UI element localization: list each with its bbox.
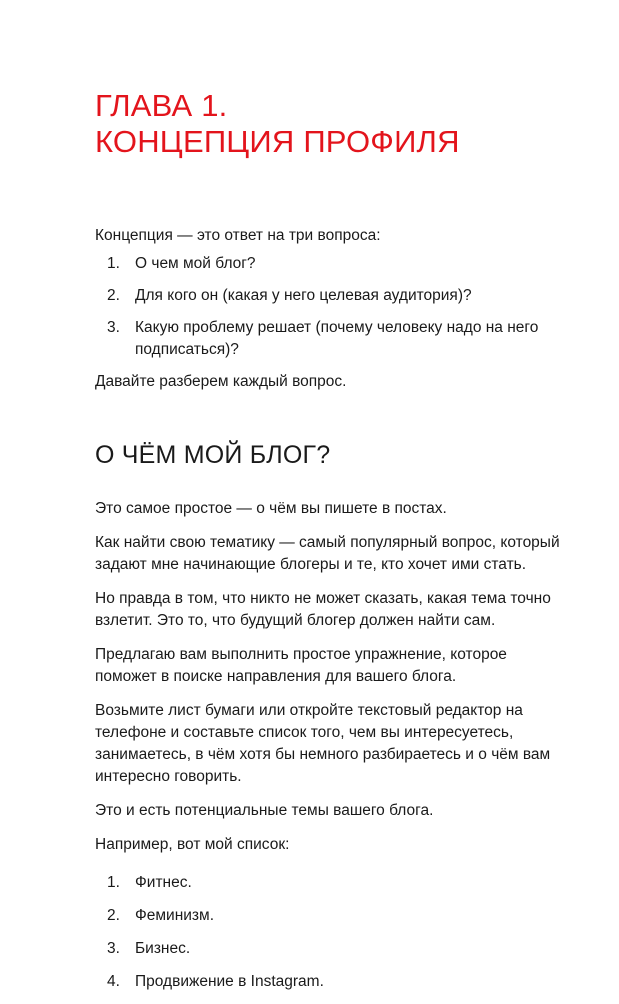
list-item-text: Продвижение в Instagram.	[135, 973, 324, 990]
list-item	[95, 938, 565, 960]
intro-block	[95, 225, 565, 393]
intro-lead: Концепция — это ответ на три вопроса:	[95, 227, 381, 244]
chapter-title	[95, 88, 565, 160]
list-item-text: Бизнес.	[135, 940, 191, 957]
list-item-number: 1.	[107, 255, 120, 272]
chapter-number: ГЛАВА 1.	[95, 88, 228, 123]
list-item-number: 1.	[107, 874, 120, 891]
paragraph: Например, вот мой список:	[95, 836, 290, 853]
list-item	[95, 317, 565, 361]
topics-list	[95, 872, 565, 993]
list-item-number: 3.	[107, 319, 120, 336]
list-item	[95, 971, 565, 993]
paragraph: Но правда в том, что никто не может сказать, какая тема точно взлетит. Это то, что будущий блогер должен найти сам.	[95, 590, 551, 629]
list-item-text: О чем мой блог?	[135, 255, 256, 272]
paragraph: Предлагаю вам выполнить простое упражнение, которое поможет в поиске направления для вашего блога.	[95, 646, 507, 685]
paragraph: Как найти свою тематику — самый популярный вопрос, который задают мне начинающие блогеры и те, кто хочет ими стать.	[95, 534, 560, 573]
section-body	[95, 498, 565, 993]
list-item-number: 2.	[107, 907, 120, 924]
list-item	[95, 905, 565, 927]
list-item	[95, 253, 565, 275]
list-item	[95, 285, 565, 307]
list-item-text: Какую проблему решает (почему человеку надо на него подписаться)?	[135, 319, 539, 358]
chapter-name: КОНЦЕПЦИЯ ПРОФИЛЯ	[95, 124, 460, 159]
list-item-text: Феминизм.	[135, 907, 215, 924]
list-item-text: Фитнес.	[135, 874, 192, 891]
list-item-number: 3.	[107, 940, 120, 957]
paragraph: Возьмите лист бумаги или откройте текстовый редактор на телефоне и составьте список того, чем вы интересуетесь, занимаетесь, в чём хотя бы немного разбираетесь и о чём вам интересно говорить.	[95, 702, 551, 785]
paragraph: Это самое простое — о чём вы пишете в постах.	[95, 500, 447, 517]
list-item-number: 2.	[107, 287, 120, 304]
paragraph: Это и есть потенциальные темы вашего блога.	[95, 802, 434, 819]
book-page	[95, 88, 565, 1004]
list-item-number: 4.	[107, 973, 120, 990]
questions-list	[95, 253, 565, 361]
intro-closing: Давайте разберем каждый вопрос.	[95, 373, 347, 390]
list-item-text: Для кого он (какая у него целевая аудитория)?	[135, 287, 472, 304]
section-title: О ЧЁМ МОЙ БЛОГ?	[95, 441, 331, 469]
list-item	[95, 872, 565, 894]
